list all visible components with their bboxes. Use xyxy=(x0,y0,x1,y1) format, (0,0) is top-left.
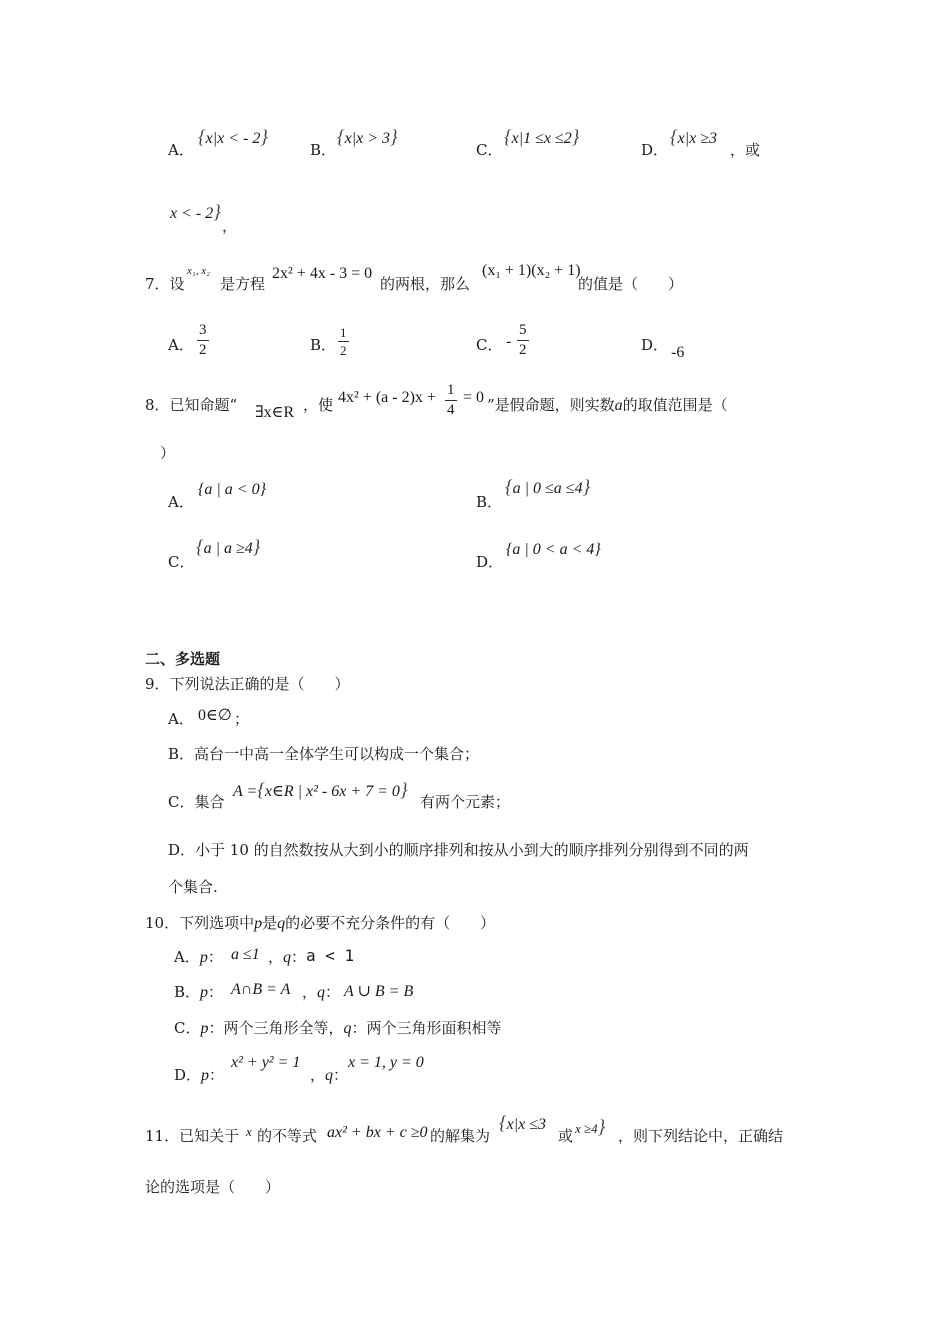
q7-text-4: 的值是（ ） xyxy=(578,275,684,293)
q7-expression: (x₁ + 1)(x₂ + 1) xyxy=(482,262,581,279)
q7-roots: x₁, x₂ xyxy=(187,265,210,277)
q11-set-1: {x|x ≤3 xyxy=(499,1113,546,1134)
q6-option-c: C． xyxy=(476,141,503,159)
q9-option-d-line1: D．小于 10 的自然数按从大到小的顺序排列和按从小到大的顺序排列分别得到不同的两 xyxy=(168,841,749,859)
q10-option-a-q-expr: a < 1 xyxy=(306,946,355,965)
q11-var: x xyxy=(246,1124,252,1139)
q10-option-b-p-expr: A∩B = A xyxy=(231,981,291,998)
q11-inequality: ax² + bx + c ≥0 xyxy=(327,1124,428,1141)
q8-option-a: A． xyxy=(168,493,194,511)
q11-text-2: 的不等式 xyxy=(257,1127,318,1145)
q6-option-b: B． xyxy=(310,141,337,159)
q9-stem: 9．下列说法正确的是（ ） xyxy=(145,675,350,693)
q6-option-d-cont-suffix: ， xyxy=(222,217,238,235)
q10-option-d: D．p： xyxy=(174,1066,225,1084)
q7-text-3: 的两根，那么 xyxy=(380,275,471,293)
q8-equation-left: 4x² + (a - 2)x + xyxy=(338,389,436,406)
q8-option-a-expr: {a | a < 0} xyxy=(198,481,266,498)
q11-text-4: 或 xyxy=(558,1127,574,1145)
q10-option-a-q: ，q： xyxy=(268,948,307,966)
q6-option-b-expr: {x|x > 3} xyxy=(337,127,398,148)
q8-option-b: B． xyxy=(476,493,503,511)
q11-set-2: x ≥4} xyxy=(575,1117,606,1138)
q8-stem: 8．已知命题“ xyxy=(145,396,238,414)
section-title: 二、多选题 xyxy=(145,650,221,668)
q10-option-b-q: ，q： xyxy=(302,983,341,1001)
q7-equation: 2x² + 4x - 3 = 0 xyxy=(272,265,373,282)
q7-option-c-sign: - xyxy=(506,333,512,350)
q9-option-a-suffix: ； xyxy=(234,710,250,728)
q7-option-c: C． xyxy=(476,336,503,354)
q6-option-d: D． xyxy=(641,141,669,159)
q8-option-c: C． xyxy=(168,553,195,571)
q8-text-2: ，使 xyxy=(303,396,334,414)
q7-option-d: D． xyxy=(641,336,669,354)
q10-option-d-p-expr: x² + y² = 1 xyxy=(231,1054,301,1071)
q9-option-c-suffix: 有两个元素； xyxy=(420,793,511,811)
q10-option-c: C．p：两个三角形全等，q：两个三角形面积相等 xyxy=(174,1019,502,1037)
q10-option-a: A．p： xyxy=(174,948,223,966)
q7-stem: 7．设 xyxy=(145,275,185,293)
q11-line2: 论的选项是（ ） xyxy=(145,1178,281,1196)
q8-option-b-expr: {a | 0 ≤a ≤4} xyxy=(505,477,591,498)
q9-option-a: A． xyxy=(168,710,194,728)
q7-option-a-frac: $\frac{3}{2}$ xyxy=(199,322,207,358)
q11-text-3: 的解集为 xyxy=(430,1127,491,1145)
q7-option-c-frac: $\frac{5}{2}$ xyxy=(519,322,527,358)
q6-option-d-continuation: x < - 2} xyxy=(170,202,221,223)
q9-option-d-line2: 个集合. xyxy=(168,878,218,896)
option-label: A． xyxy=(168,141,194,159)
q7-option-a: A． xyxy=(168,336,194,354)
q10-option-b-q-expr: A ∪ B = B xyxy=(344,983,414,1000)
q8-text-3: ”是假命题，则实数a的取值范围是（ xyxy=(487,396,728,414)
q9-option-c: C．集合 xyxy=(168,793,225,811)
q8-option-d: D． xyxy=(476,553,504,571)
q6-option-a-expr: {x|x < - 2} xyxy=(198,127,268,148)
q9-option-b: B．高台一中高一全体学生可以构成一个集合； xyxy=(168,745,480,763)
q9-option-a-expr: 0∈∅ xyxy=(198,707,232,724)
q6-option-c-expr: {x|1 ≤x ≤2} xyxy=(504,127,580,148)
q10-option-b: B．p： xyxy=(174,983,224,1001)
q7-option-d-value: -6 xyxy=(671,344,685,361)
q7-option-b-frac: $\frac{1}{2}$ xyxy=(340,325,347,358)
q6-option-d-expr: {x|x ≥3 xyxy=(670,127,717,148)
q8-equation-frac: $\frac{1}{4}$ xyxy=(447,382,455,418)
q8-option-c-expr: {a | a ≥4} xyxy=(196,537,261,558)
q8-quantifier: ∃x∈R xyxy=(255,404,295,421)
q8-equation-right: = 0 xyxy=(463,389,485,406)
q10-stem: 10．下列选项中p是q的必要不充分条件的有（ ） xyxy=(145,914,496,932)
q8-option-d-expr: {a | 0 < a < 4} xyxy=(506,541,601,558)
q10-option-a-p-expr: a ≤1 xyxy=(231,946,260,963)
q10-option-d-q-expr: x = 1, y = 0 xyxy=(348,1054,424,1071)
q6-option-a xyxy=(168,143,194,158)
q9-option-c-expr: A ={x∈R | x² - 6x + 7 = 0} xyxy=(233,780,408,801)
q8-text-5: ） xyxy=(160,444,176,462)
q6-option-d-suffix: ，或 xyxy=(730,141,761,159)
q7-option-b: B． xyxy=(310,336,337,354)
q11-text-5: ，则下列结论中，正确结 xyxy=(618,1127,784,1145)
q10-option-d-q: ，q： xyxy=(310,1066,349,1084)
q7-text-2: 是方程 xyxy=(220,275,266,293)
q11-text-1: 11．已知关于 xyxy=(145,1127,240,1145)
